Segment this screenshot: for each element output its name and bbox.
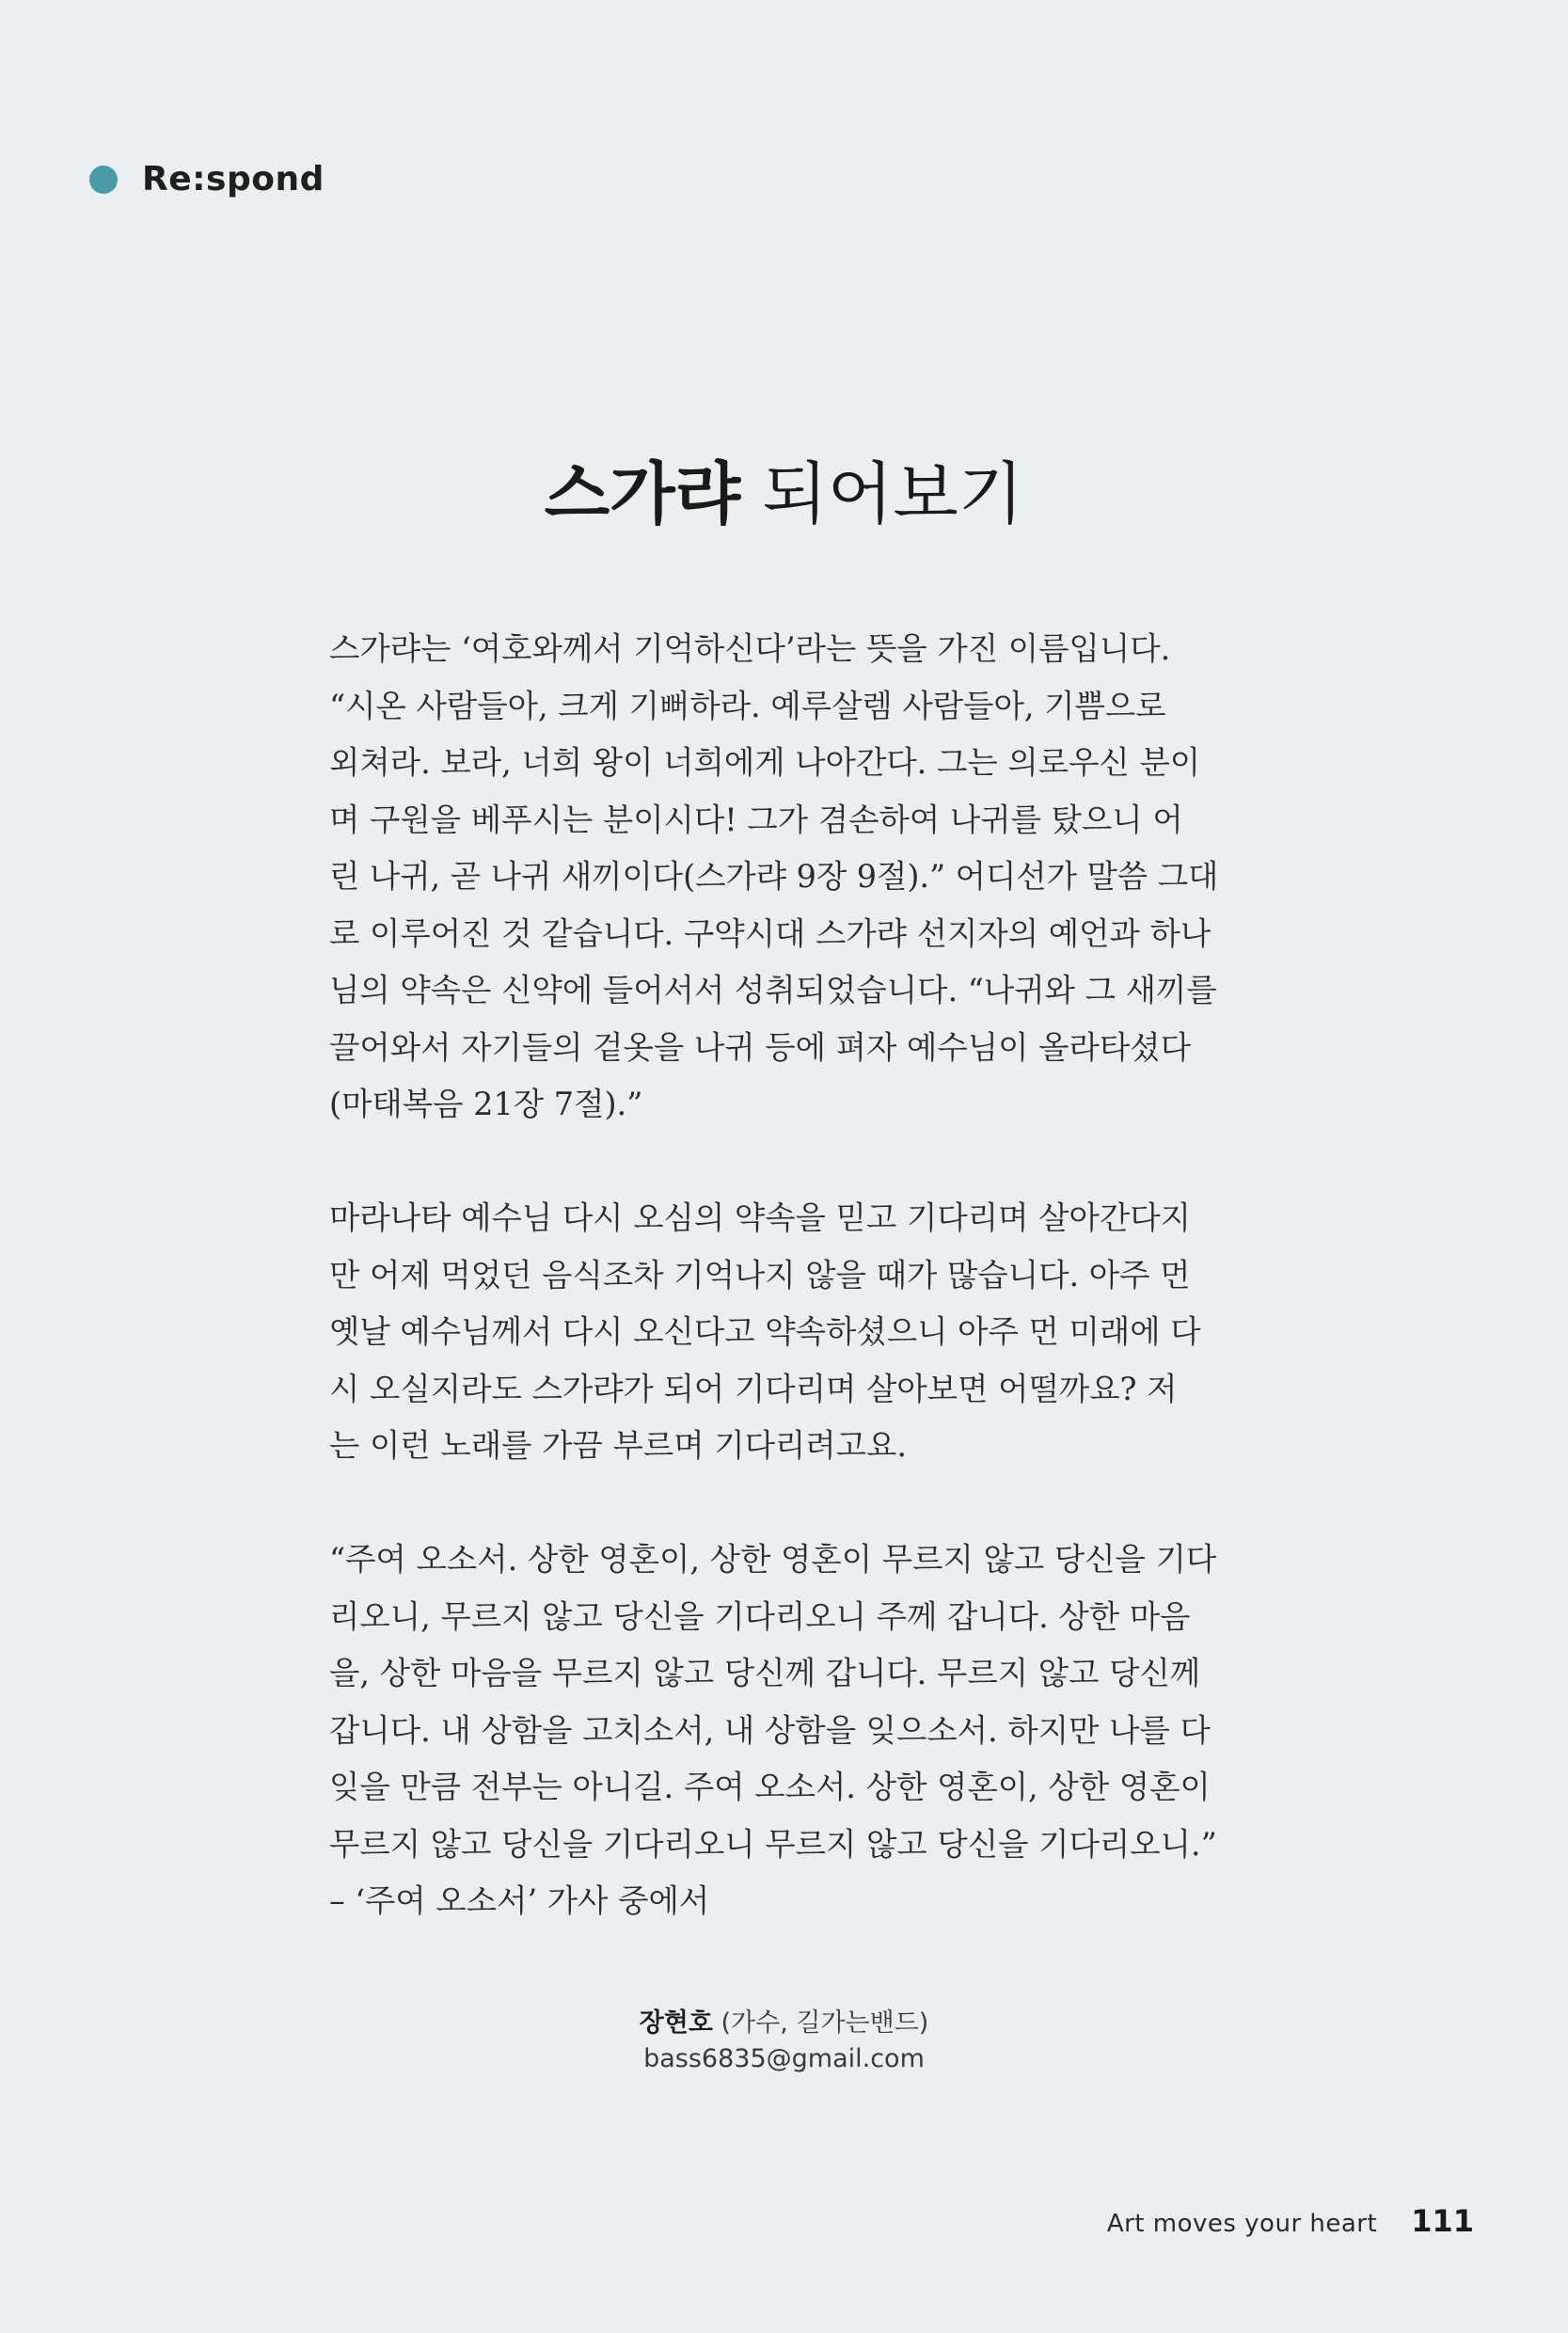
author-block: [0, 2006, 1568, 2077]
section-tag: [89, 160, 325, 198]
body-paragraph: [329, 1190, 1218, 1475]
body-line: 갑니다. 내 상함을 고치소서, 내 상함을 잊으소서. 하지만 나를 다: [329, 1711, 1211, 1749]
author-email: bass6835@gmail.com: [643, 2044, 925, 2073]
author-line: [0, 2006, 1568, 2041]
section-label: Re:spond: [142, 160, 325, 198]
body-line: (마태복음 21장 7절).”: [329, 1086, 643, 1122]
body-line: “시온 사람들아, 크게 기뻐하라. 예루살렘 사람들아, 기쁨으로: [329, 687, 1166, 724]
body-paragraph: [329, 621, 1218, 1134]
body-line: 님의 약속은 신약에 들어서서 성취되었습니다. “나귀와 그 새끼를: [329, 972, 1217, 1008]
body-line: – ‘주여 오소서’ 가사 중에서: [329, 1882, 710, 1919]
body-line: 끌어와서 자기들의 겉옷을 나귀 등에 펴자 예수님이 올라타셨다: [329, 1028, 1191, 1066]
body-line: 시 오실지라도 스가랴가 되어 기다리며 살아보면 어떨까요? 저: [329, 1370, 1178, 1407]
body-paragraph: [329, 1532, 1218, 1930]
body-line: 을, 상한 마음을 무르지 않고 당신께 갑니다. 무르지 않고 당신께: [329, 1655, 1201, 1691]
body-line: “주여 오소서. 상한 영혼이, 상한 영혼이 무르지 않고 당신을 기다: [329, 1541, 1217, 1578]
title-rest: 되어보기: [740, 454, 1024, 533]
body-line: 스가랴는 ‘여호와께서 기억하신다’라는 뜻을 가진 이름입니다.: [329, 630, 1171, 667]
footer-tagline: Art moves your heart: [1106, 2210, 1378, 2238]
article-title: [0, 452, 1568, 536]
author-role: (가수, 길가는밴드): [721, 2008, 929, 2038]
body-line: 로 이루어진 것 같습니다. 구약시대 스가랴 선지자의 예언과 하나: [329, 914, 1212, 952]
body-line: 마라나타 예수님 다시 오심의 약속을 믿고 기다리며 살아간다지: [329, 1199, 1191, 1236]
body-line: 린 나귀, 곧 나귀 새끼이다(스가랴 9장 9절).” 어디선가 말씀 그대: [329, 858, 1219, 895]
author-name: 장현호: [639, 2008, 713, 2038]
body-line: 외쳐라. 보라, 너희 왕이 너희에게 나아간다. 그는 의로우신 분이: [329, 744, 1201, 781]
title-bold-part: 스가랴: [544, 453, 741, 533]
body-line: 잊을 만큼 전부는 아니길. 주여 오소서. 상한 영혼이, 상한 영혼이: [329, 1769, 1211, 1805]
body-line: 리오니, 무르지 않고 당신을 기다리오니 주께 갑니다. 상한 마음: [329, 1597, 1191, 1635]
body-line: 무르지 않고 당신을 기다리오니 무르지 않고 당신을 기다리오니.”: [329, 1825, 1217, 1863]
page-footer: [1107, 2203, 1474, 2239]
article-body: [329, 621, 1218, 1987]
body-line: 며 구원을 베푸시는 분이시다! 그가 겸손하여 나귀를 탔으니 어: [329, 801, 1183, 838]
body-line: 옛날 예수님께서 다시 오신다고 약속하셨으니 아주 먼 미래에 다: [329, 1313, 1201, 1350]
section-dot-icon: [89, 166, 118, 194]
body-line: 만 어제 먹었던 음식조차 기억나지 않을 때가 많습니다. 아주 먼: [329, 1256, 1191, 1293]
page-number: 111: [1411, 2203, 1474, 2239]
body-line: 는 이런 노래를 가끔 부르며 기다리려고요.: [329, 1427, 908, 1464]
